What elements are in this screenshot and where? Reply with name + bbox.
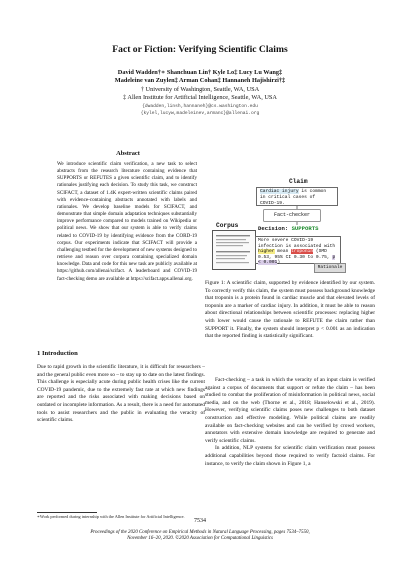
authors-line-1: David Wadden†∗ Shanchuan Lin† Kyle Lo‡ Lucy Lu Wang‡ (117, 69, 283, 76)
fact-checker-box: Fact-checker (263, 209, 321, 222)
figure-claim-label: Claim (289, 178, 308, 185)
email-line-1: {dwadden,linsh,hannaneh}@cs.washington.edu (142, 104, 258, 109)
abstract-paragraph: We introduce scientific claim verification, a new task to select abstracts from the research literature containing evidence that SUPPORTS or REFUTES a given scientific claim, and to identify rationales justifying each decision. To study this task, we construct SCIFACT, a dataset of 1.4K expert-written scientific claims paired with evidence-containing abstracts annotated with labels and rationales. We develop baseline models for SCIFACT, and demonstrate that simple domain adaptation techniques substantially improve performance compared to models trained on Wikipedia or political news. We show that our system is able to verify claims related to COVID-19 by identifying evidence from the CORD-19 corpus. Our experiments indicate that SCIFACT will provide a challenging testbed for the development of new systems designed to retrieve and reason over corpora containing specialized domain knowledge. Data and code for this new task are publicly available at https://github.com/allenai/scifact. A leaderboard and COVID-19 fact-checking demo are available at https://scifact.apps.allenai.org. (57, 161, 197, 282)
evidence-highlight-higher: higher (258, 249, 275, 255)
figure-caption-text: Figure 1: A scientific claim, supported by evidence identified by our system. To correctly verify this claim, the system must possess background knowledge that troponin is a protein found in cardiac muscle and that elevated levels of troponin are a marker of cardiac injury. In addition, it must be able to reason about directional relationships between scientific processes: replacing higher with lower would cause the rationale to REFUTE the claim rather than SUPPORT it. Finally, the system should interpret p < 0.001 as an indication that the reported finding is statistically significant. (205, 280, 375, 340)
footnote-divider (37, 512, 97, 513)
evidence-text-b: mean (274, 249, 292, 255)
corpus-document-icon (213, 231, 255, 269)
figure-corpus-label: Corpus (216, 222, 239, 229)
intro-paragraph-2: Fact-checking – a task in which the veracity of an input claim is verified against a corpus of documents that support or refute the claim – has been studied to combat the proliferation of misinformation in political news, social media, and on the web (Thorne et al., 2018; Hanselowski et al., 2019). However, verifying scientific claims poses new challenges to both dataset construction and effective modeling. While political claims are readily available on fact-checking websites and can be verified by crowd workers, annotators with extensive domain knowledge are required to generate and verify scientific claims. (205, 377, 375, 444)
evidence-text-c: (SMD 0.53, 95% CI 0.30 to 0.75, (258, 249, 333, 260)
intro-left-column (37, 364, 205, 425)
decision-value: SUPPORTS (291, 225, 319, 232)
affiliation-1: † University of Washington, Seattle, WA, USA (140, 86, 260, 93)
affiliation-2: ‡ Allen Institute for Artificial Intelligence, Seattle, WA, USA (123, 94, 277, 101)
evidence-text-d: ) (277, 260, 281, 266)
evidence-highlight-troponin: troponin (291, 249, 314, 255)
page-number: 7534 (194, 518, 206, 524)
claim-highlight-cardiac-injury: Cardiac injury (260, 189, 299, 194)
abstract-text (57, 161, 197, 283)
authors-line-2: Madeleine van Zuylen‡ Arman Cohan‡ Hannaneh Hajishirzi†‡ (114, 77, 286, 84)
intro-paragraph-1: Due to rapid growth in the scientific literature, it is difficult for researchers – and the general public even more so – to stay up to date on the latest findings. This challenge is especially acute during public health crises like the current COVID-19 pandemic, due to the extremely fast rate at which new findings are reported and the risks associated with making decisions based on outdated or incomplete information. As a result, there is a need for automated tools to assist researchers and the public in evaluating the veracity of scientific claims. (37, 364, 205, 424)
section-heading-introduction: 1 Introduction (37, 350, 78, 357)
evidence-highlight-p-value: p < 0.001 (258, 254, 336, 266)
abstract-heading: Abstract (116, 150, 140, 157)
evidence-text-a: More severe COVID-19 infection is associated with (258, 238, 336, 249)
proceedings-footer (0, 530, 400, 542)
figure-decision (258, 225, 318, 232)
figure-evidence-box (255, 236, 341, 264)
figure-corpus-box (212, 230, 256, 270)
claim-text-rest: is common in critical cases of COVID-19. (260, 189, 327, 206)
intro-paragraph-3: In addition, NLP systems for scientific claim verification must possess additional capabilities beyond those required to verify factoid claims. For instance, to verify the claim shown in Figure 1, a (205, 445, 375, 467)
decision-prefix: Decision: (258, 225, 292, 232)
footer-line-2: November 16–20, 2020. ©2020 Association for Computational Linguistics (127, 536, 273, 542)
footer-line-1: Proceedings of the 2020 Conference on Empirical Methods in Natural Language Processing, pages 7534–7550, (90, 530, 310, 535)
intro-right-column (205, 377, 375, 468)
figure-caption (205, 280, 375, 341)
paper-title: Fact or Fiction: Verifying Scientific Claims (112, 44, 288, 55)
email-line-2: {kylel,lucyw,madeleinev,armanc}@allenai.org (140, 111, 260, 116)
footnote: ∗Work performed during internship with the Allen Institute for Artificial Intelligence. (37, 514, 185, 519)
rationale-button[interactable]: Rationale (314, 263, 346, 273)
